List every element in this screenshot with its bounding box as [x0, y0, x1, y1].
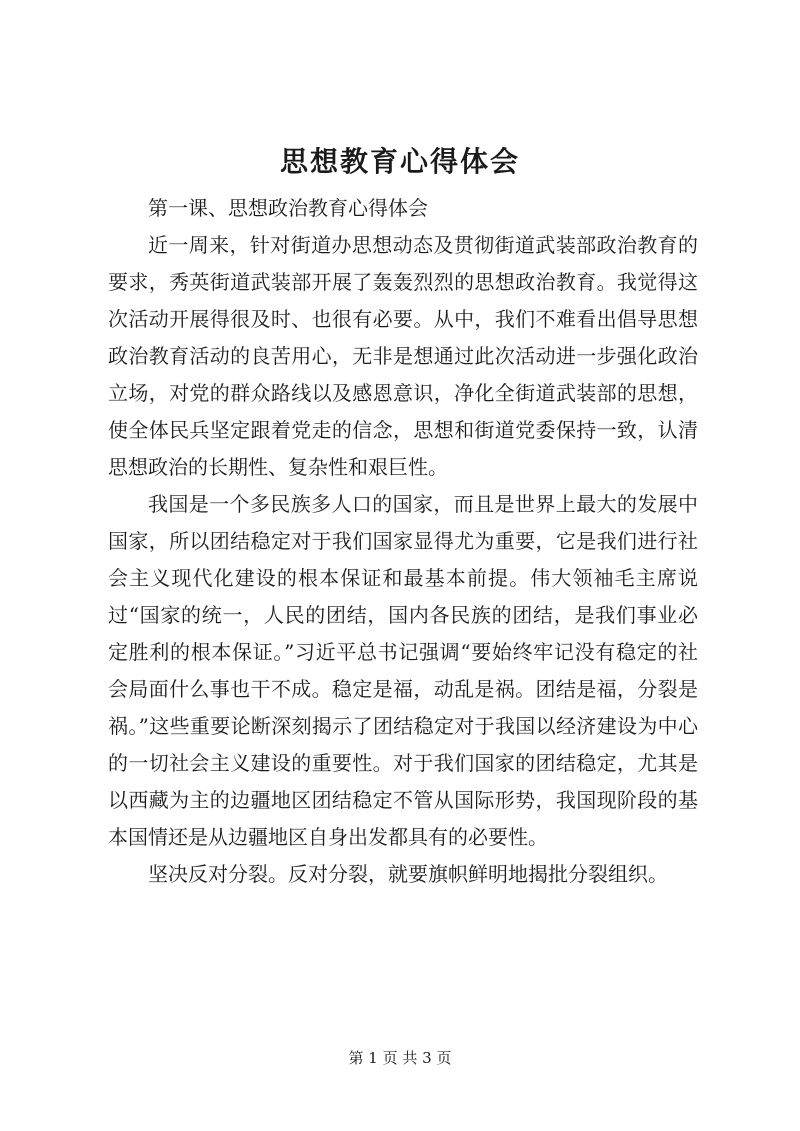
- page-footer: [0, 1047, 800, 1068]
- document-body: [108, 190, 698, 893]
- paragraph: 坚决反对分裂。反对分裂，就要旗帜鲜明地揭批分裂组织。: [148, 862, 668, 886]
- paragraph: 近一周来，针对街道办思想动态及贯彻街道武装部政治教育的要求，秀英街道武装部开展了轰轰烈烈的思想政治教育。我觉得这次活动开展得很及时、也很有必要。从中，我们不难看出倡导思想政治教育活动的良苦用心，无非是想通过此次活动进一步强化政治立场，对党的群众路线以及感恩意识，净化全街道武装部的思想，使全体民兵坚定跟着党走的信念，思想和街道党委保持一致，认清思想政治的长期性、复杂性和艰巨性。: [108, 233, 698, 479]
- document-title: 思想教育心得体会: [279, 145, 520, 178]
- paragraph: 我国是一个多民族多人口的国家，而且是世界上最大的发展中国家，所以团结稳定对于我们国家显得尤为重要，它是我们进行社会主义现代化建设的根本保证和最基本前提。伟大领袖毛主席说过“国家的统一，人民的团结，国内各民族的团结，是我们事业必定胜利的根本保证。”习近平总书记强调“要始终牢记没有稳定的社会局面什么事也干不成。稳定是福，动乱是祸。团结是福，分裂是祸。”这些重要论断深刻揭示了团结稳定对于我国以经济建设为中心的一切社会主义建设的重要性。对于我们国家的团结稳定，尤其是以西藏为主的边疆地区团结稳定不管从国际形势，我国现阶段的基本国情还是从边疆地区自身出发都具有的必要性。: [108, 492, 698, 849]
- page-number-indicator: 第 1 页 共 3 页: [348, 1049, 452, 1067]
- section-heading: 第一课、思想政治教育心得体会: [148, 196, 428, 220]
